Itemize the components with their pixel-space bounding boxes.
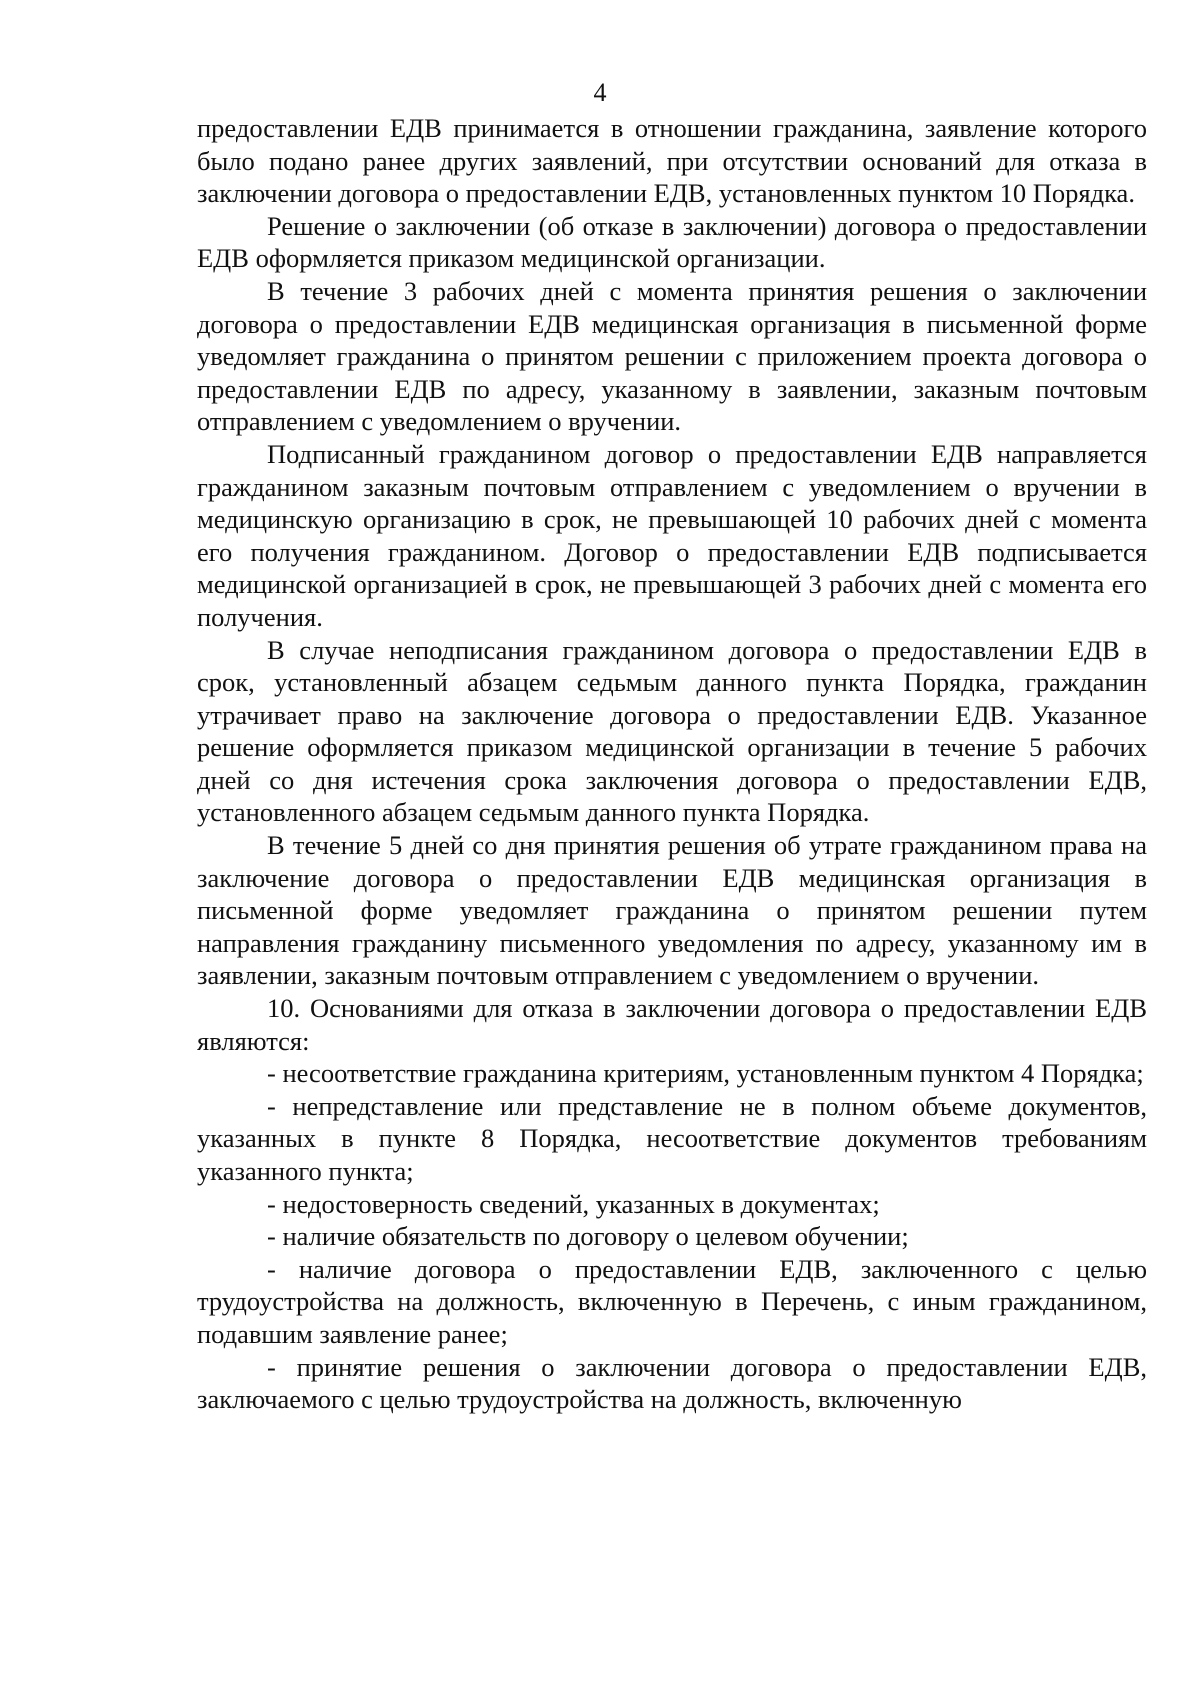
paragraph-signed-contract: Подписанный гражданином договор о предоставлении ЕДВ направляется гражданином заказным почтовым отправлением с уведомлением о вручении в медицинскую организацию в срок, не превышающей 10 рабочих дней с момента его получения гражданином. Договор о предоставлении ЕДВ подписывается медицинской организацией в срок, не превышающей 3 рабочих дней с момента его получения. xyxy=(197,438,1147,632)
paragraph-notification: В течение 3 рабочих дней с момента принятия решения о заключении договора о предоставлении ЕДВ медицинская организация в письменной форме уведомляет гражданина о принятом решении с приложением проекта договора о предоставлении ЕДВ по адресу, указанному в заявлении, заказным почтовым отправлением с уведомлением о вручении. xyxy=(197,275,1147,437)
list-item-existing-contract: - наличие договора о предоставлении ЕДВ, заключенного с целью трудоустройства на должность, включенную в Перечень, с иным гражданином, подавшим заявление ранее; xyxy=(197,1253,1147,1349)
list-item-target-training: - наличие обязательств по договору о целевом обучении; xyxy=(267,1221,909,1252)
paragraph-decision-formalization: Решение о заключении (об отказе в заключении) договора о предоставлении ЕДВ оформляется приказом медицинской организации. xyxy=(197,210,1147,274)
list-item-false-information: - недостоверность сведений, указанных в документах; xyxy=(267,1188,880,1219)
paragraph-non-signing: В случае неподписания гражданином договора о предоставлении ЕДВ в срок, установленный абзацем седьмым данного пункта Порядка, гражданин утрачивает право на заключение договора о предоставлении ЕДВ. Указанное решение оформляется приказом медицинской организации в течение 5 рабочих дней со дня истечения срока заключения договора о предоставлении ЕДВ, установленного абзацем седьмым данного пункта Порядка. xyxy=(197,634,1147,828)
paragraph-refusal-grounds: 10. Основаниями для отказа в заключении договора о предоставлении ЕДВ являются: xyxy=(197,993,1147,1056)
document-body xyxy=(197,112,1147,1416)
list-item-documents: - непредставление или представление не в полном объеме документов, указанных в пункте 8 Порядка, несоответствие документов требованиям указанного пункта; xyxy=(197,1090,1147,1186)
paragraph-loss-of-right: В течение 5 дней со дня принятия решения об утрате гражданином права на заключение договора о предоставлении ЕДВ медицинская организация в письменной форме уведомляет гражданина о принятом решении путем направления гражданину письменного уведомления по адресу, указанному им в заявлении, заказным почтовым отправлением с уведомлением о вручении. xyxy=(197,830,1147,991)
paragraph-continuation: предоставлении ЕДВ принимается в отношении гражданина, заявление которого было подано ранее других заявлений, при отсутствии оснований для отказа в заключении договора о предоставлении ЕДВ, установленных пунктом 10 Порядка. xyxy=(197,113,1147,209)
page-number: 4 xyxy=(593,78,607,107)
list-item-decision-adopted: - принятие решения о заключении договора о предоставлении ЕДВ, заключаемого с целью трудоустройства на должность, включенную xyxy=(197,1351,1147,1415)
list-item-criteria: - несоответствие гражданина критериям, установленным пунктом 4 Порядка; xyxy=(267,1058,1144,1089)
